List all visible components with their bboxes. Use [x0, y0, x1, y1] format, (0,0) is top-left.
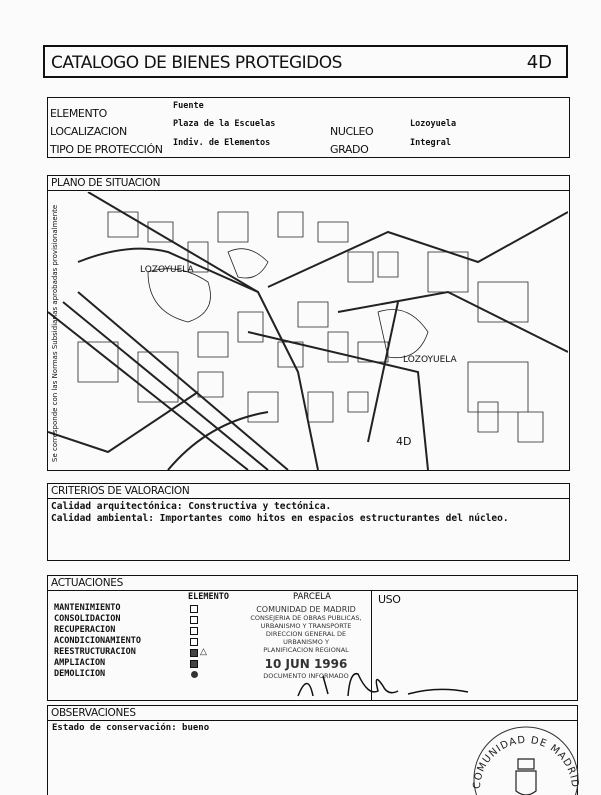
checkbox-reestructuracion[interactable]: [190, 649, 198, 657]
criterio-line: Calidad ambiental: Importantes como hitos en espacios estructurantes del núcleo.: [51, 513, 509, 524]
map-label-lozoyuela-west: LOZOYUELA: [140, 265, 194, 275]
row-label: REESTRUCTURACION: [54, 647, 136, 657]
observaciones-section: [47, 705, 581, 795]
map-blocks: [78, 212, 543, 442]
stamp-line: PLANIFICACION REGIONAL: [263, 646, 349, 654]
stamp-line: DIRECCION GENERAL DE URBANISMO Y: [265, 630, 347, 646]
checkbox-mantenimiento[interactable]: [190, 605, 198, 613]
triangle-icon: △: [200, 646, 207, 656]
row-label: MANTENIMIENTO: [54, 603, 121, 613]
actuaciones-section: [47, 575, 578, 701]
elemento-label: ELEMENTO: [50, 107, 107, 120]
criterio-line: Calidad arquitectónica: Constructiva y tectónica.: [51, 501, 332, 512]
nucleo-value: Lozoyuela: [410, 119, 457, 129]
criterios-title: CRITERIOS DE VALORACION: [51, 485, 190, 497]
checkbox-ampliacion[interactable]: [190, 660, 198, 668]
col-elemento: ELEMENTO: [188, 592, 229, 602]
tipo-label: TIPO DE PROTECCIÓN: [50, 143, 163, 156]
margin-note: Se corresponde con las Normas Subsidiarias aprobadas provisionalmente: [51, 204, 59, 462]
sheet-code: 4D: [526, 52, 552, 73]
checkbox-acondicionamiento[interactable]: [190, 638, 198, 646]
plano-section: [47, 175, 570, 471]
localizacion-value: Plaza de la Escuelas: [173, 119, 276, 129]
stamp-date: 10 JUN 1996: [264, 657, 348, 671]
stamp-status: DOCUMENTO INFORMADO: [263, 672, 349, 680]
row-label: ACONDICIONAMIENTO: [54, 636, 141, 646]
map-label-lozoyuela-east: LOZOYUELA: [403, 355, 457, 365]
grado-value: Integral: [410, 138, 451, 148]
location-map: [48, 192, 568, 470]
divider: [48, 190, 569, 191]
comunidad-madrid-seal: [468, 709, 583, 795]
col-uso: USO: [378, 593, 401, 606]
elemento-value: Fuente: [173, 101, 204, 111]
title-bar: [43, 45, 568, 78]
stamp-line: URBANISMO Y TRANSPORTE: [260, 622, 352, 630]
row-label: AMPLIACION: [54, 658, 106, 668]
nucleo-label: NUCLEO: [330, 125, 374, 138]
stamp-line: CONSEJERIA DE OBRAS PUBLICAS,: [250, 614, 362, 622]
observaciones-text: Estado de conservación: bueno: [52, 723, 210, 733]
criterios-section: [47, 483, 570, 561]
crown-shield-icon: [516, 759, 536, 795]
page-title: CATALOGO DE BIENES PROTEGIDOS: [51, 53, 342, 73]
checkbox-recuperacion[interactable]: [190, 627, 198, 635]
info-section: [47, 97, 570, 158]
row-label: RECUPERACION: [54, 625, 116, 635]
tipo-value: Indiv. de Elementos: [173, 138, 271, 148]
divider: [48, 590, 577, 591]
divider: [48, 498, 569, 499]
seal-text: COMUNIDAD DE MADRID: [471, 734, 581, 790]
row-label: CONSOLIDACION: [54, 614, 121, 624]
stamp-line: COMUNIDAD DE MADRID: [256, 605, 356, 614]
map-label-4d: 4D: [396, 435, 412, 448]
checkbox-consolidacion[interactable]: [190, 616, 198, 624]
dot-demolicion: [191, 671, 198, 678]
map-roads: [48, 192, 568, 470]
signature: [278, 666, 478, 706]
actuaciones-title: ACTUACIONES: [51, 577, 123, 589]
row-label: DEMOLICION: [54, 669, 106, 679]
localizacion-label: LOCALIZACION: [50, 125, 127, 138]
observaciones-title: OBSERVACIONES: [51, 707, 136, 719]
plano-title: PLANO DE SITUACION: [51, 177, 161, 189]
grado-label: GRADO: [330, 143, 369, 156]
col-parcela: PARCELA: [293, 592, 331, 602]
